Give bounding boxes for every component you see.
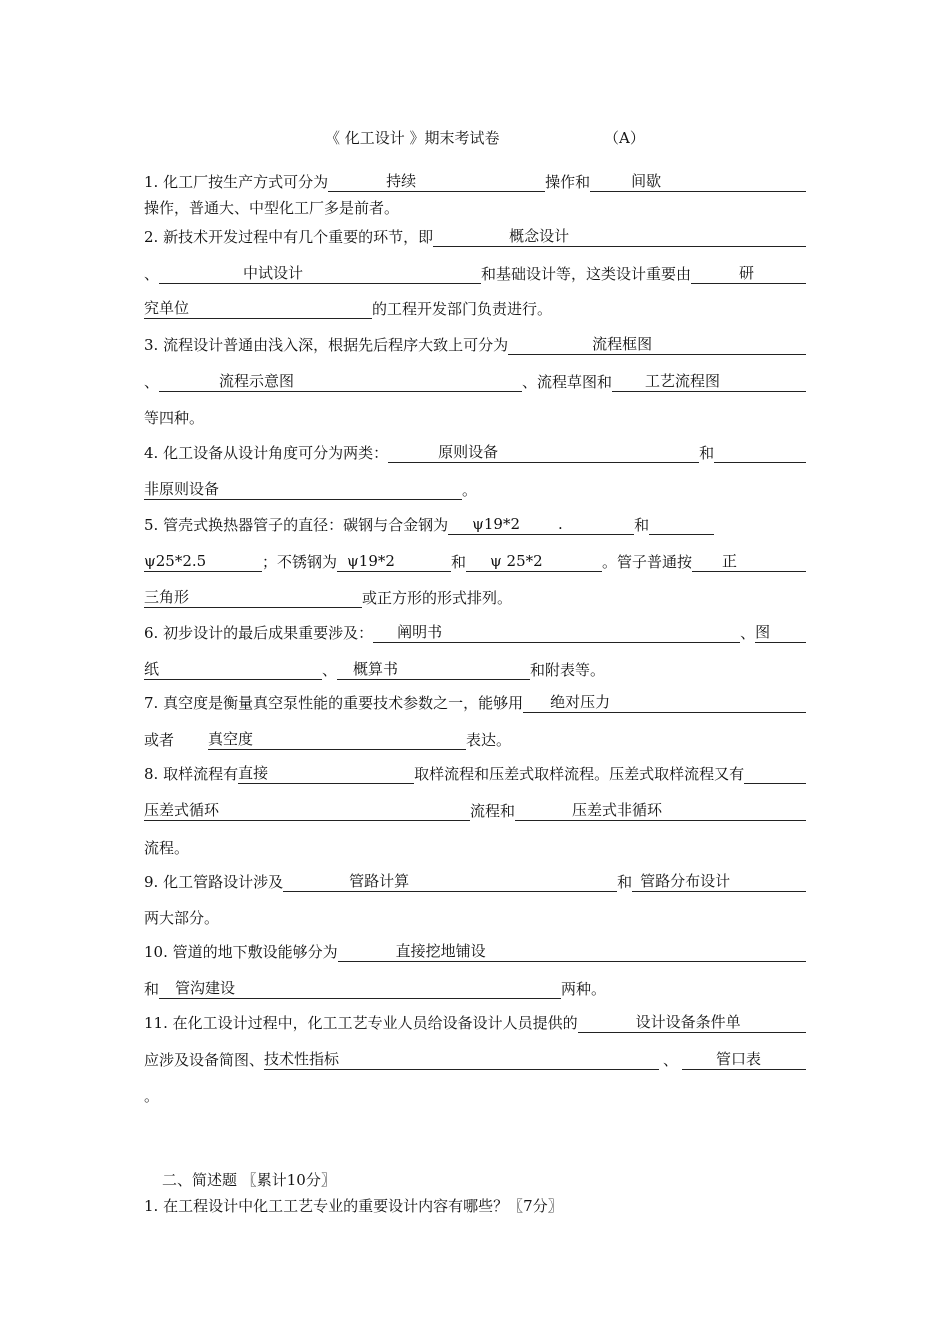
q5-answer-3: ψ19*2 bbox=[337, 552, 451, 572]
q3-answer-1: 流程框图 bbox=[508, 335, 806, 355]
q5-line2: ψ25*2.5 ；不锈钢为 ψ19*2 和 ψ 25*2 。管子普通按 正 bbox=[144, 552, 806, 572]
q7-answer-2: 真空度 bbox=[208, 730, 466, 750]
q1-line2: 操作，普通大、中型化工厂多是前者。 bbox=[144, 199, 400, 217]
q1-answer-1: 持续 bbox=[328, 172, 545, 192]
q11-answer-2: 技术性指标 bbox=[264, 1050, 659, 1070]
q1-answer-2: 间歇 bbox=[590, 172, 806, 192]
q8-line3: 流程。 bbox=[144, 839, 190, 857]
q5-answer-2-start bbox=[649, 515, 714, 535]
q6-line2: 纸 、 概算书 和附表等。 bbox=[144, 660, 606, 679]
q11-line2: 应涉及设备简图、 技术性指标 、 管口表 bbox=[144, 1050, 806, 1070]
q11-line3: 。 bbox=[144, 1087, 160, 1105]
q5-answer-5a: 正 bbox=[692, 552, 806, 572]
q7-answer-1: 绝对压力 bbox=[523, 693, 806, 713]
q3-line2: 、 流程示意图 、流程草图和 工艺流程图 bbox=[144, 372, 806, 392]
q2-answer-2: 中试设计 bbox=[159, 264, 481, 284]
q6-answer-2a: 图 bbox=[755, 623, 806, 643]
q8-answer-3: 压差式非循环 bbox=[515, 801, 806, 821]
q4-answer-2-start bbox=[714, 443, 806, 463]
q10-line1: 10. 管道的地下敷设能够分为 直接挖地铺设 bbox=[144, 942, 806, 962]
q11-answer-1: 设计设备条件单 bbox=[578, 1013, 806, 1033]
q3-line3: 等四种。 bbox=[144, 409, 205, 427]
q5-answer-5b: 三角形 bbox=[144, 588, 362, 608]
q4-line1: 4. 化工设备从设计角度可分为两类： 原则设备 和 bbox=[144, 443, 806, 463]
q6-answer-3: 概算书 bbox=[337, 660, 530, 680]
q10-line2: 和 管沟建设 两种。 bbox=[144, 979, 607, 998]
q2-line1: 2. 新技术开发过程中有几个重要的环节，即 概念设计 bbox=[144, 227, 806, 247]
q2-answer-3b: 究单位 bbox=[144, 299, 372, 319]
q6-answer-2b: 纸 bbox=[144, 660, 322, 680]
q3-answer-2: 流程示意图 bbox=[159, 372, 522, 392]
q9-answer-2: 管路分布设计 bbox=[632, 872, 806, 892]
q5-answer-2: ψ25*2.5 bbox=[144, 552, 262, 572]
q4-line2: 非原则设备 。 bbox=[144, 480, 478, 499]
section2-heading: 二、简述题 〖累计10分〗 bbox=[162, 1171, 336, 1189]
q11-answer-3: 管口表 bbox=[682, 1050, 806, 1070]
q2-answer-3a: 研 bbox=[691, 264, 806, 284]
q5-answer-1: ψ19*2 . bbox=[448, 515, 634, 535]
q7-line2: 或者 真空度 表达。 bbox=[144, 730, 512, 749]
q8-answer-2: 压差式循环 bbox=[144, 801, 470, 821]
title-main: 《 化工设计 》期末考试卷 bbox=[325, 129, 500, 147]
q11-line1: 11. 在化工设计过程中，化工工艺专业人员给设备设计人员提供的 设计设备条件单 bbox=[144, 1013, 806, 1033]
title-variant: （A） bbox=[604, 129, 645, 147]
q8-line1: 8. 取样流程有 直接 取样流程和压差式取样流程。压差式取样流程又有 bbox=[144, 764, 806, 784]
q3-line1: 3. 流程设计普通由浅入深，根据先后程序大致上可分为 流程框图 bbox=[144, 335, 806, 355]
q1-line1: 1. 化工厂按生产方式可分为 持续 操作和 间歇 bbox=[144, 172, 806, 192]
q10-answer-1: 直接挖地铺设 bbox=[338, 942, 806, 962]
q5-line1: 5. 管壳式换热器管子的直径：碳钢与合金钢为 ψ19*2 . 和 bbox=[144, 515, 806, 535]
q5-line3: 三角形 或正方形的形式排列。 bbox=[144, 588, 513, 607]
q9-answer-1: 管路计算 bbox=[283, 872, 617, 892]
q6-answer-1: 阐明书 bbox=[373, 623, 740, 643]
q4-answer-2: 非原则设备 bbox=[144, 480, 462, 500]
q9-line1: 9. 化工管路设计涉及 管路计算 和 管路分布设计 bbox=[144, 872, 806, 892]
section2-q1: 1. 在工程设计中化工工艺专业的重要设计内容有哪些？〖7分〗 bbox=[144, 1197, 563, 1215]
q5-answer-4: ψ 25*2 bbox=[466, 552, 602, 572]
q8-answer-2-start bbox=[744, 764, 806, 784]
q2-line3: 究单位 的工程开发部门负责进行。 bbox=[144, 299, 553, 318]
q4-answer-1: 原则设备 bbox=[388, 443, 699, 463]
q2-line2: 、 中试设计 和基础设计等，这类设计重要由 研 bbox=[144, 264, 806, 284]
q2-answer-1: 概念设计 bbox=[433, 227, 806, 247]
q8-answer-1: 直接 bbox=[238, 764, 414, 784]
q8-line2: 压差式循环 流程和 压差式非循环 bbox=[144, 801, 806, 821]
q10-answer-2: 管沟建设 bbox=[159, 979, 561, 999]
q7-line1: 7. 真空度是衡量真空泵性能的重要技术参数之一，能够用 绝对压力 bbox=[144, 693, 806, 713]
q3-answer-3: 工艺流程图 bbox=[612, 372, 806, 392]
q9-line2: 两大部分。 bbox=[144, 909, 220, 927]
q6-line1: 6. 初步设计的最后成果重要涉及： 阐明书 、 图 bbox=[144, 623, 806, 643]
